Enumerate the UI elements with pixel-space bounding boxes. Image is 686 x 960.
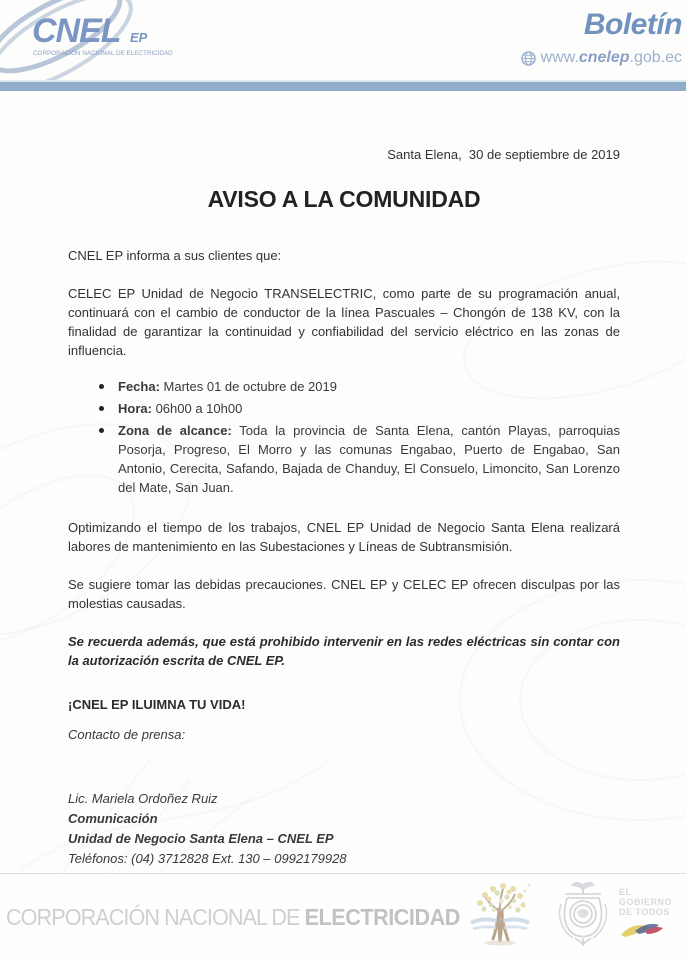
footer-logos <box>463 878 672 952</box>
paragraph-works: CELEC EP Unidad de Negocio TRANSELECTRIC, como parte de su programación anual, continuará con el cambio de conductor de la línea Pascuales – Chongón de 138 KV, con la finalidad de garantizar la continuidad y confiabilidad del servicio eléctrico en las zonas de influencia. <box>68 286 620 358</box>
bullet-icon <box>99 406 104 411</box>
url-brand: cnelep <box>578 49 630 66</box>
corporate-name-regular: CORPORACIÓN NACIONAL DE <box>6 903 305 930</box>
warning-paragraph: Se recuerda además, que está prohibido intervenir en las redes eléctricas sin contar con la autorización escrita de CNEL EP. <box>68 634 620 668</box>
bullet-label: Hora: <box>118 401 152 416</box>
logo-brand-text: CNEL <box>32 12 121 50</box>
toda-una-vida-tree-logo <box>463 879 537 951</box>
bullet-icon <box>99 428 104 433</box>
document-title: AVISO A LA COMUNIDAD <box>207 186 481 212</box>
cnel-logo <box>0 0 230 80</box>
signature-role: Comunicación <box>68 811 158 826</box>
website-line <box>521 49 682 67</box>
signature-block <box>68 789 620 869</box>
bulletin-title: Boletín <box>583 8 682 41</box>
logo-tagline: CORPORACIÓN NACIONAL DE ELECTRICIDAD <box>33 50 173 57</box>
gov-label-line2: GOBIERNO <box>618 896 672 907</box>
gov-label-line3: DE TODOS <box>618 906 670 917</box>
bullet-text: Toda la provincia de Santa Elena, cantón Playas, parroquias Posorja, Progreso, El Morro y las comunas Engabao, Puerto de Engabao, San Antonio, Cerecita, Safando, Bajada de Chanduy, El Consuelo, Limoncito, San Lorenzo del Mate, San Juan. <box>118 423 620 495</box>
flag-swoosh-icon <box>619 919 665 939</box>
slogan: ¡CNEL EP ILUIMNA TU VIDA! <box>68 697 246 712</box>
signature-name: Lic. Mariela Ordoñez Ruiz <box>68 791 218 806</box>
header <box>0 0 686 80</box>
signature-unit: Unidad de Negocio Santa Elena – CNEL EP <box>68 831 334 846</box>
corporate-name-bold: ELECTRICIDAD <box>304 903 460 930</box>
url-prefix: www. <box>540 49 579 66</box>
list-item-fecha <box>68 377 620 396</box>
dateline: Santa Elena, 30 de septiembre de 2019 <box>387 147 620 162</box>
bullet-text: Martes 01 de octubre de 2019 <box>159 379 337 394</box>
government-label <box>619 887 672 944</box>
bullet-text: 06h00 a 10h00 <box>151 401 243 416</box>
document-body <box>0 147 686 869</box>
signature-phones: Teléfonos: (04) 3712828 Ext. 130 – 0992179928 <box>68 851 347 866</box>
list-item-hora <box>68 399 620 418</box>
intro-paragraph: CNEL EP informa a sus clientes que: <box>68 248 282 263</box>
footer <box>0 873 686 960</box>
paragraph-maintenance: Optimizando el tiempo de los trabajos, CNEL EP Unidad de Negocio Santa Elena realizará labores de mantenimiento en las Subestaciones y Líneas de Subtransmisión. <box>68 520 620 554</box>
bullet-label: Fecha: <box>118 379 160 394</box>
globe-icon <box>521 51 536 66</box>
footer-corporate-name <box>6 904 460 931</box>
url-suffix: .gob.ec <box>629 49 682 66</box>
paragraph-precautions: Se sugiere tomar las debidas precauciones. CNEL EP y CELEC EP ofrecen disculpas por las molestias causadas. <box>68 577 620 611</box>
website-url <box>541 49 682 67</box>
government-block <box>551 878 672 952</box>
list-item-zona <box>68 421 620 497</box>
press-contact-label: Contacto de prensa: <box>68 727 186 742</box>
ecuador-coat-of-arms-icon <box>551 878 615 952</box>
bullet-label: Zona de alcance: <box>118 423 232 438</box>
details-list <box>68 377 620 497</box>
logo-brand-suffix: EP <box>130 30 148 45</box>
bullet-icon <box>99 384 104 389</box>
gov-label-line1: EL <box>618 886 632 897</box>
header-divider-bar <box>0 80 686 91</box>
masthead <box>521 8 682 67</box>
